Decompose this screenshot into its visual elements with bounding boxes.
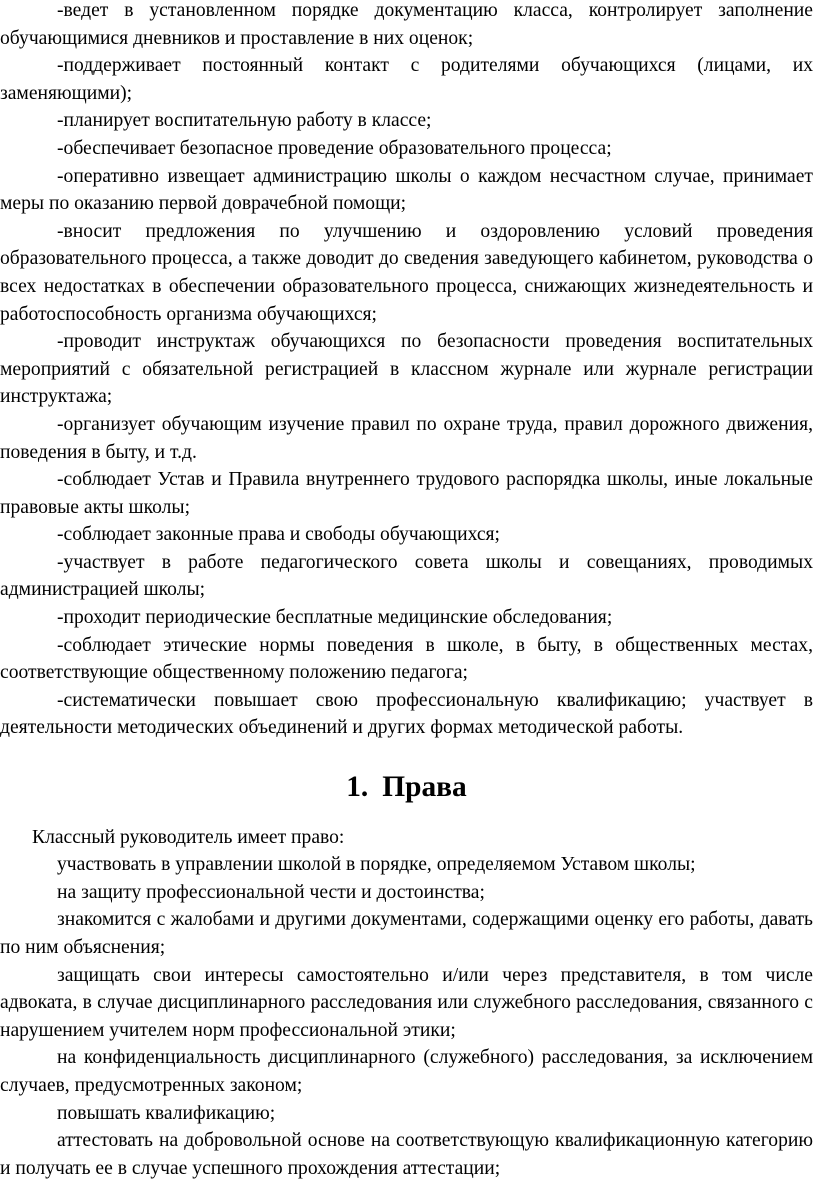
rights-list xyxy=(0,851,813,1182)
duty-paragraph: -организует обучающим изучение правил по охране труда, правил дорожного движения, поведения в быту, и т.д. xyxy=(0,413,813,463)
duty-paragraph: -соблюдает этические нормы поведения в школе, в быту, в общественных местах, соответствующие общественному положению педагога; xyxy=(0,634,813,684)
duty-paragraph: -соблюдает законные права и свободы обучающихся; xyxy=(57,524,500,546)
duty-paragraph: -соблюдает Устав и Правила внутреннего трудового распорядка школы, иные локальные правовые акты школы; xyxy=(0,469,813,518)
right-paragraph: защищать свои интересы самостоятельно и/или через представителя, в том числе адвоката, в случае дисциплинарного расследования или служебного расследования, связанного с нарушением учителем норм профессиональной этики; xyxy=(0,964,813,1041)
duty-paragraph: -поддерживает постоянный контакт с родителями обучающихся (лицами, их заменяющими); xyxy=(0,55,813,104)
rights-intro: Классный руководитель имеет право: xyxy=(32,826,345,848)
right-paragraph: знакомится с жалобами и другими документами, содержащими оценку его работы, давать по ним объяснения; xyxy=(0,909,813,958)
right-paragraph: аттестовать на добровольной основе на соответствующую квалификационную категорию и получать ее в случае успешного прохождения аттестации; xyxy=(0,1130,813,1179)
duty-paragraph: -систематически повышает свою профессиональную квалификацию; участвует в деятельности методических объединений и других формах методической работы. xyxy=(0,689,813,739)
duty-paragraph: -оперативно извещает администрацию школы о каждом несчастном случае, принимает меры по оказанию первой доврачебной помощи; xyxy=(0,165,813,215)
duty-paragraph: -вносит предложения по улучшению и оздоровлению условий проведения образовательного процесса, а также доводит до сведения заведующего кабинетом, руководства о всех недостатках в обеспечении образовательного процесса, снижающих жизнедеятельность и работоспособность организма обучающихся; xyxy=(0,220,813,325)
right-paragraph: повышать квалификацию; xyxy=(57,1102,276,1124)
section-number: 1. xyxy=(346,771,369,804)
duty-paragraph: -ведет в установленном порядке документацию класса, контролирует заполнение обучающимися дневников и проставление в них оценок; xyxy=(0,0,813,49)
section-heading xyxy=(0,742,813,824)
duty-paragraph: -проходит периодические бесплатные медицинские обследования; xyxy=(57,607,613,629)
right-paragraph: на конфиденциальность дисциплинарного (служебного) расследования, за исключением случаев, предусмотренных законом; xyxy=(0,1047,813,1096)
duty-paragraph: -участвует в работе педагогического совета школы и совещаниях, проводимых администрацией школы; xyxy=(0,551,813,601)
duty-paragraph: -обеспечивает безопасное проведение образовательного процесса; xyxy=(57,137,612,159)
right-paragraph: на защиту профессиональной чести и достоинства; xyxy=(57,881,485,903)
duty-paragraph: -планирует воспитательную работу в классе; xyxy=(57,110,432,132)
right-paragraph: участвовать в управлении школой в порядке, определяемом Уставом школы; xyxy=(57,854,696,876)
section-title: Права xyxy=(382,771,467,804)
duty-paragraph: -проводит инструктаж обучающихся по безопасности проведения воспитательных мероприятий с обязательной регистрацией в классном журнале или журнале регистрации инструктажа; xyxy=(0,331,813,408)
